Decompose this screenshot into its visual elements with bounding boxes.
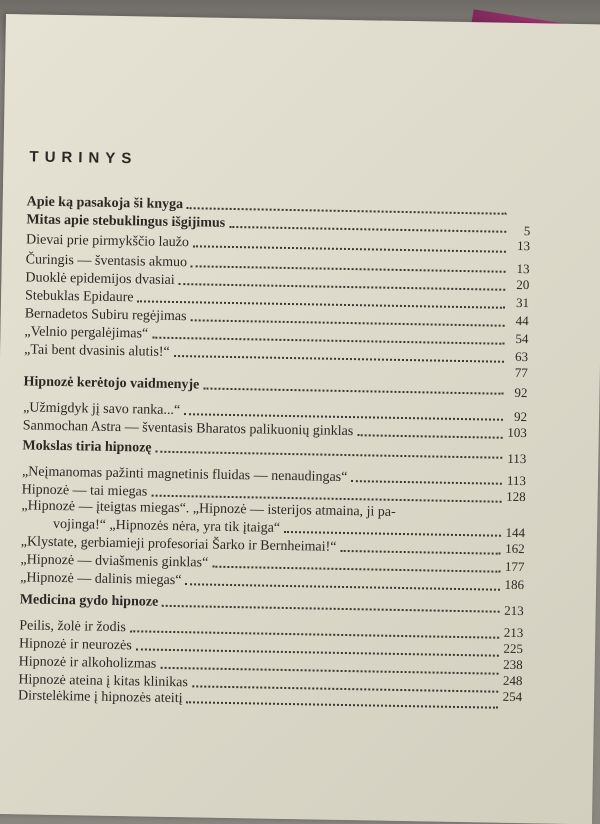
toc-entry-title: Dirstelėkime į hipnozės ateitį	[17, 688, 183, 707]
toc-entry-title: Dievai prie pirmykščio laužo	[25, 232, 190, 251]
toc-entry-page: 213	[503, 624, 524, 641]
toc-entry-title: Čuringis — šventasis akmuo	[25, 252, 188, 271]
toc-entry-title: Hipnozė ateina į kitas klinikas	[18, 672, 189, 691]
toc-entry-page: 248	[502, 672, 523, 689]
toc-entry-title: Bernadetos Subiru regėjimas	[24, 306, 187, 325]
toc-entry-title: Peilis, žolė ir žodis	[19, 618, 126, 636]
toc-entry-title: Hipnozė ir alkoholizmas	[18, 654, 157, 672]
toc-entry-page: 213	[504, 602, 524, 619]
toc-entry-title: Medicina gydo hipnoze	[19, 592, 159, 610]
toc-entry-title: „Hipnozė — dviašmenis ginklas“	[20, 552, 209, 571]
toc-entry-page: 92	[514, 384, 528, 401]
toc-entry-page: 54	[515, 330, 529, 347]
toc-entry-page: 31	[515, 294, 530, 311]
toc-entry-page: 20	[516, 276, 530, 293]
toc-entry-title: „Neįmanomas pažinti magnetinis fluidas — nenaudingas“	[21, 464, 348, 486]
toc-entry-title: „Hipnozė — įteigtas miegas“. „Hipnozė — isterijos atmaina, ji pa-	[21, 498, 396, 520]
toc-entry-page: 5	[523, 223, 531, 239]
toc-entry-page: 225	[503, 640, 524, 657]
toc-entry-title: „Klystate, gerbiamieji profesoriai Šarko ir Bernheimai!“	[20, 534, 337, 555]
toc-entry-title: „Užmigdyk jį savo ranka...“	[22, 400, 181, 419]
toc-entry-page: 63	[514, 348, 529, 365]
toc-entry-page: 238	[503, 656, 523, 673]
book-page	[0, 14, 600, 824]
toc-entry	[23, 372, 503, 398]
toc-entry-page: 77	[514, 364, 528, 381]
toc-entry-page: 162	[505, 540, 525, 557]
toc-entry-title: „Tai bent dvasinis alutis!“	[24, 342, 170, 360]
toc-entry-title: Sanmochan Astra — šventasis Bharatos palikuonių ginklas	[22, 418, 354, 440]
leader-dots	[174, 355, 504, 363]
toc-entry-page: 113	[507, 450, 527, 467]
toc-entry-title: Apie ką pasakoja ši knyga	[26, 194, 184, 213]
leader-dots	[340, 550, 500, 555]
leader-dots	[229, 226, 506, 233]
toc-entry-page: 13	[516, 260, 530, 277]
toc-entry-title: Mokslas tiria hipnozę	[22, 438, 152, 456]
leader-dots	[284, 531, 501, 537]
leader-dots	[203, 387, 503, 394]
toc-entry-title: Stebuklas Epidaure	[24, 288, 134, 306]
toc-entry-title: „Hipnozė — dalinis miegas“	[20, 570, 182, 589]
leader-dots	[155, 451, 502, 459]
leader-dots	[162, 605, 500, 613]
leader-dots	[193, 245, 506, 252]
toc-entry	[20, 590, 500, 616]
toc-entry-page: 92	[513, 408, 528, 425]
toc-entry-title: vojinga!“ „Hipnozės nėra, yra tik įtaiga“	[52, 516, 281, 536]
toc-entry-page: 254	[502, 688, 523, 705]
toc-entry-title: „Velnio pergalėjimas“	[24, 324, 149, 342]
toc-entry-title: Hipnozė — tai miegas	[21, 482, 148, 500]
leader-dots	[351, 480, 502, 485]
leader-dots	[357, 434, 502, 439]
toc-entry-page: 128	[506, 488, 526, 505]
leader-dots	[185, 583, 500, 590]
toc-entry-title: Duoklė epidemijos dvasiai	[25, 270, 175, 288]
toc-entry-page: 113	[506, 472, 527, 489]
toc-entry-page: 103	[507, 424, 527, 441]
toc-entry-page: 186	[504, 576, 525, 593]
toc-entry-page: 177	[504, 558, 525, 575]
toc-entry-title: Hipnozė ir neurozės	[18, 636, 132, 654]
toc-entry-page: 13	[516, 237, 531, 254]
toc-entry-title: Mitas apie stebuklingus išgijimus	[26, 212, 226, 231]
toc-entry-title: Hipnozė kerėtojo vaidmenyje	[23, 374, 200, 393]
toc-entry-page: 144	[505, 524, 526, 541]
leader-dots	[186, 701, 498, 708]
toc-entry-page: 44	[515, 312, 529, 329]
toc-heading: TURINYS	[29, 148, 138, 168]
